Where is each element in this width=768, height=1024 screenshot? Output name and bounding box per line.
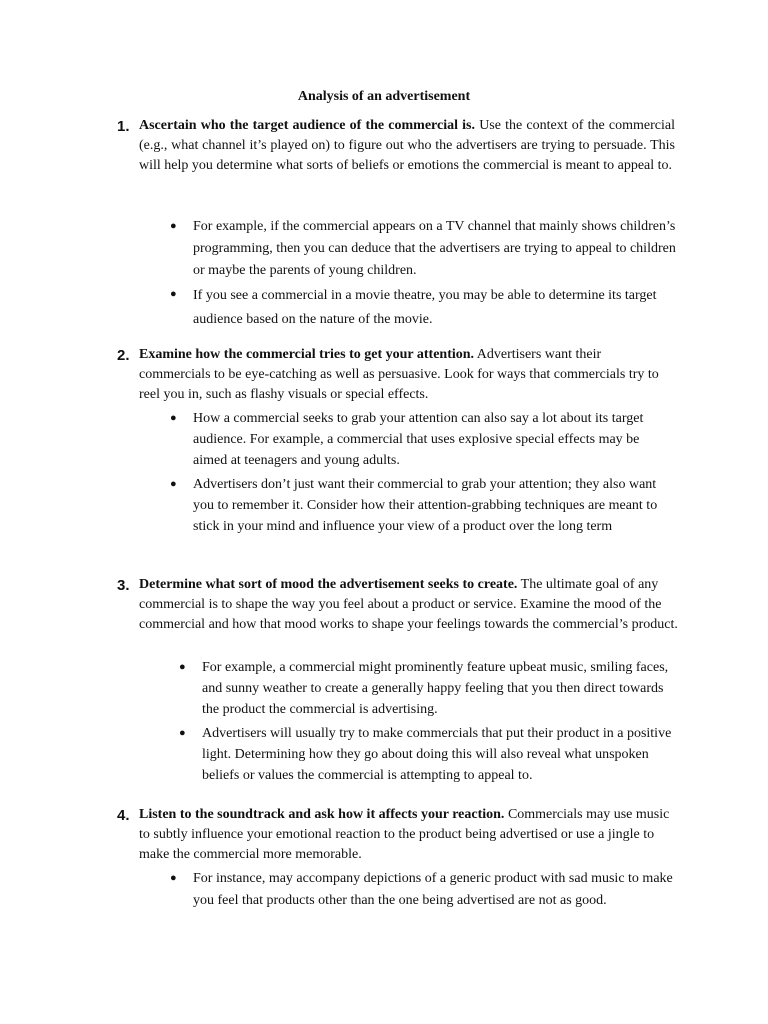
item-body: Use the context of the commercial (e.g., what channel it’s played on) to figure out who the advertisers are trying to persuade. This will help you determine what sorts of beliefs or emotions the commercial is meant to appeal to.	[139, 118, 675, 173]
item-lead: Determine what sort of mood the advertisement seeks to create.	[139, 577, 518, 592]
item-lead: Listen to the soundtrack and ask how it affects your reaction.	[139, 807, 505, 822]
bullet-dot: ●	[179, 661, 186, 673]
bullet-text: How a commercial seeks to grab your attention can also say a lot about its target audience. For example, a commercial that uses explosive special effects may be aimed at teenagers and young adults.	[193, 411, 644, 468]
bullet-text: Advertisers don’t just want their commercial to grab your attention; they also want you to remember it. Consider how their attention-grabbing techniques are meant to stick in your mind and influence your view of a product over the long term	[193, 477, 658, 534]
item-paragraph	[139, 345, 671, 405]
bullet-dot: ●	[170, 412, 177, 424]
item-body: The ultimate goal of any commercial is to shape the way you feel about a product or service. Examine the mood of the commercial and how that mood works to shape your feelings towards the commercial’s product.	[139, 577, 678, 632]
bullet-dot: ●	[170, 478, 177, 490]
page-title: Analysis of an advertisement	[297, 89, 471, 104]
item-body: Commercials may use music to subtly influence your emotional reaction to the product being advertised or use a jingle to make the commercial more memorable.	[139, 807, 670, 862]
bullet-dot: ●	[170, 872, 177, 884]
bullet-text: If you see a commercial in a movie theatre, you may be able to determine its target audience based on the nature of the movie.	[193, 288, 657, 327]
bullet-text: Advertisers will usually try to make commercials that put their product in a positive light. Determining how they go about doing this will also reveal what unspoken beliefs or values the commercial is attempting to appeal to.	[202, 726, 672, 783]
item-number: 1.	[117, 118, 130, 135]
bullet-text: For instance, may accompany depictions of a generic product with sad music to make you feel that products other than the one being advertised are not as good.	[193, 871, 673, 908]
item-number: 4.	[117, 807, 130, 824]
bullet-text: For example, if the commercial appears on a TV channel that mainly shows children’s programming, then you can deduce that the advertisers are trying to appeal to children or maybe the parents of young children.	[193, 219, 676, 278]
item-paragraph	[139, 116, 675, 176]
item-paragraph	[139, 805, 679, 865]
bullet-text: For example, a commercial might prominently feature upbeat music, smiling faces, and sunny weather to create a generally happy feeling that you then direct towards the product the commercial is advertising.	[202, 660, 669, 717]
item-number: 3.	[117, 577, 130, 594]
item-lead: Ascertain who the target audience of the commercial is.	[139, 118, 476, 133]
item-lead: Examine how the commercial tries to get your attention.	[139, 347, 475, 362]
item-number: 2.	[117, 347, 130, 364]
item-paragraph	[139, 575, 679, 635]
bullet-dot: ●	[179, 727, 186, 739]
bullet-dot: ●	[170, 288, 177, 300]
item-body: Advertisers want their commercials to be eye-catching as well as persuasive. Look for ways that commercials try to reel you in, such as flashy visuals or special effects.	[139, 347, 659, 402]
bullet-dot: ●	[170, 220, 177, 232]
